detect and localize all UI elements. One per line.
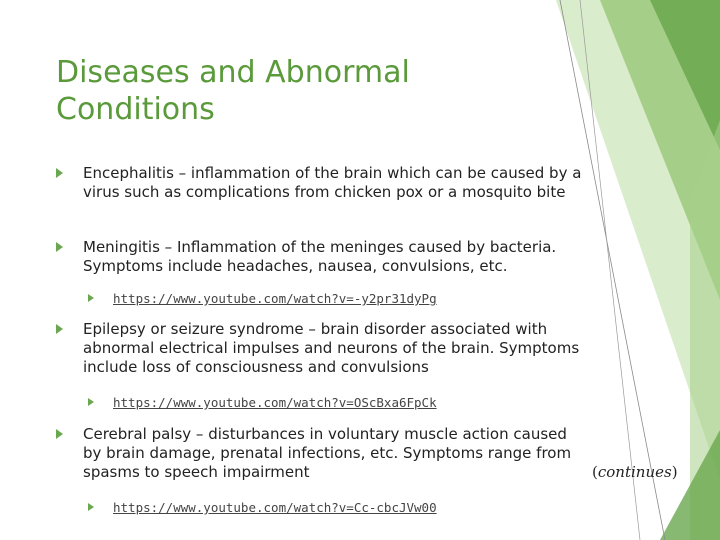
continues-note xyxy=(592,463,678,481)
bullet-arrow-icon xyxy=(56,242,63,252)
sub-bullet-meningitis-link xyxy=(88,289,568,309)
bullet-text: Encephalitis – inflammation of the brain which can be caused by a virus such as complications from chicken pox or a mosquito bite xyxy=(83,164,582,201)
video-link-cerebral-palsy[interactable]: https://www.youtube.com/watch?v=Cc-cbcJVw00 xyxy=(113,500,437,515)
continues-label: continues xyxy=(597,463,672,481)
video-link-meningitis[interactable]: https://www.youtube.com/watch?v=-y2pr31dyPg xyxy=(113,291,437,306)
bullet-text: Cerebral palsy – disturbances in voluntary muscle action caused by brain damage, prenatal infections, etc. Symptoms range from spasms to speech impairment xyxy=(83,425,572,481)
sub-bullet-epilepsy-link xyxy=(88,393,568,413)
bullet-text: Meningitis – Inflammation of the meninges caused by bacteria. Symptoms include headaches, nausea, convulsions, etc. xyxy=(83,238,557,275)
video-link-epilepsy[interactable]: https://www.youtube.com/watch?v=OScBxa6FpCk xyxy=(113,395,437,410)
continues-close-paren: ) xyxy=(671,463,678,481)
bullet-cerebral-palsy xyxy=(56,425,586,485)
sub-bullet-cerebral-palsy-link xyxy=(88,498,568,518)
bullet-meningitis xyxy=(56,238,611,278)
slide-title: Diseases and Abnormal Conditions xyxy=(56,55,410,127)
bullet-arrow-icon xyxy=(56,429,63,439)
continues-open-paren: ( xyxy=(592,463,598,481)
bullet-arrow-icon xyxy=(56,168,63,178)
bullet-encephalitis xyxy=(56,164,611,224)
sub-bullet-arrow-icon xyxy=(88,398,94,406)
sub-bullet-arrow-icon xyxy=(88,503,94,511)
sub-bullet-arrow-icon xyxy=(88,294,94,302)
bullet-text: Epilepsy or seizure syndrome – brain disorder associated with abnormal electrical impulses and neurons of the brain. Symptoms include loss of consciousness and convulsions xyxy=(83,320,580,376)
bullet-epilepsy xyxy=(56,320,611,380)
bullet-arrow-icon xyxy=(56,324,63,334)
